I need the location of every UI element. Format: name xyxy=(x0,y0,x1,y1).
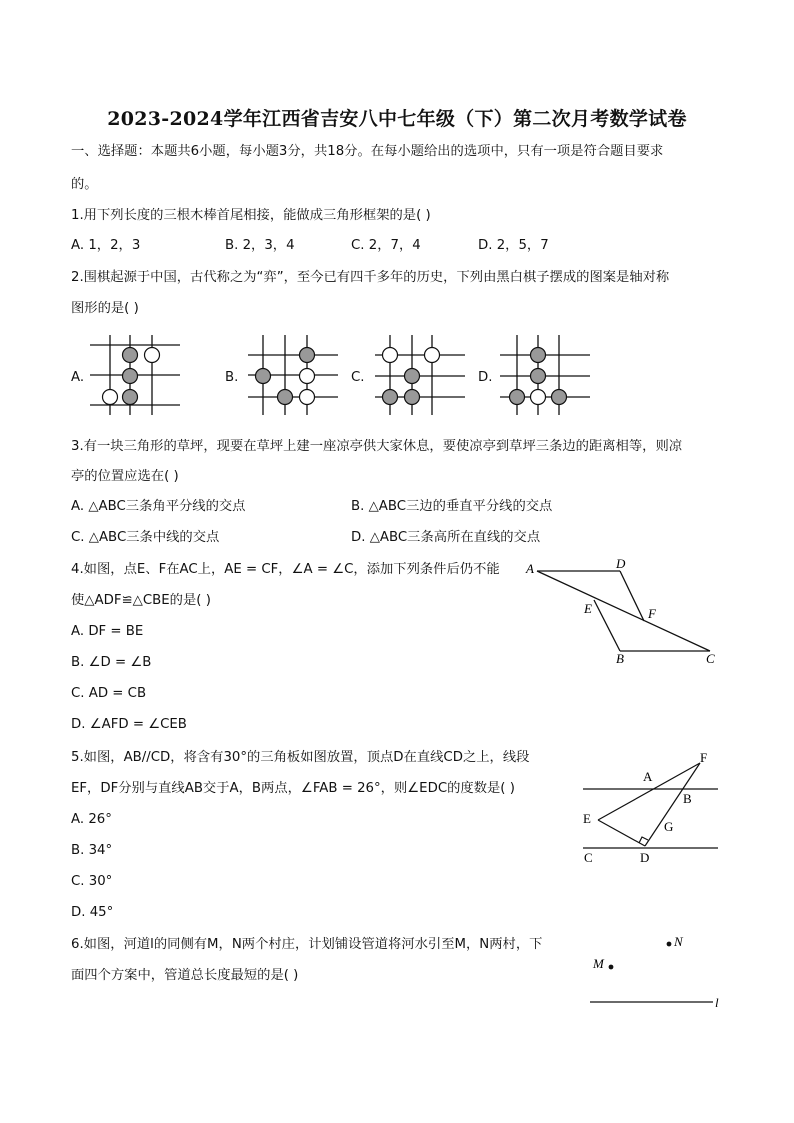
question-2-stem-line1: 2.围棋起源于中国，古代称之为“弈”，至今已有四千多年的历史，下列由黑白棋子摆成的图案是轴对称 xyxy=(71,270,670,285)
label-e: E xyxy=(583,811,591,826)
go-board-d[interactable] xyxy=(495,330,595,420)
label-c: C xyxy=(584,850,593,865)
label-n: N xyxy=(674,934,683,949)
stone-white xyxy=(425,348,440,363)
question-3-stem-line1: 3.有一块三角形的草坪，现要在草坪上建一座凉亭供大家休息，要使凉亭到草坪三条边的距离相等，则凉 xyxy=(71,439,683,454)
go-board-c[interactable] xyxy=(370,330,470,420)
stone-white xyxy=(103,390,118,405)
label-l: l xyxy=(715,995,719,1010)
point-n xyxy=(667,942,672,947)
go-board-a[interactable] xyxy=(85,330,185,420)
question-3-option-d[interactable]: D. △ABC三条高所在直线的交点 xyxy=(351,530,541,545)
section-heading: 一、选择题：本题共6小题，每小题3分，共18分。在每小题给出的选项中，只有一项是符合题目要求 xyxy=(71,144,664,159)
label-f: F xyxy=(648,606,656,621)
label-b: B xyxy=(616,651,624,666)
question-4-stem-line1: 4.如图，点E、F在AC上，AE = CF，∠A = ∠C，添加下列条件后仍不能 xyxy=(71,562,500,577)
question-3-option-b[interactable]: B. △ABC三边的垂直平分线的交点 xyxy=(351,499,553,514)
question-2-option-d[interactable]: D. xyxy=(478,370,493,385)
label-m: M xyxy=(593,956,604,971)
question-1-option-b[interactable]: B. 2，3，4 xyxy=(225,238,295,253)
page-title: 2023-2024学年江西省吉安八中七年级（下）第二次月考数学试卷 xyxy=(107,108,687,130)
question-1-option-d[interactable]: D. 2，5，7 xyxy=(478,238,549,253)
segment-ac xyxy=(537,571,710,651)
question-1-option-a[interactable]: A. 1，2，3 xyxy=(71,238,141,253)
question-6-figure xyxy=(585,930,730,1015)
question-5-stem-line1: 5.如图，AB//CD，将含有30°的三角板如图放置，顶点D在直线CD之上，线段 xyxy=(71,750,530,765)
stone-black xyxy=(531,348,546,363)
label-b: B xyxy=(683,791,692,806)
question-3-stem-line2: 亭的位置应选在( ) xyxy=(71,469,179,484)
stone-black xyxy=(123,390,138,405)
stone-white xyxy=(145,348,160,363)
stone-white xyxy=(383,348,398,363)
label-e: E xyxy=(584,601,592,616)
right-angle-mark xyxy=(639,837,648,843)
segment-ed xyxy=(598,820,645,846)
stone-black xyxy=(278,390,293,405)
question-4-option-a[interactable]: A. DF = BE xyxy=(71,624,144,639)
question-4-figure xyxy=(520,555,730,670)
question-5-option-d[interactable]: D. 45° xyxy=(71,905,114,920)
question-4-option-b[interactable]: B. ∠D = ∠B xyxy=(71,655,152,670)
question-2-stem-line2: 图形的是( ) xyxy=(71,301,139,316)
go-board-b[interactable] xyxy=(243,330,343,420)
stone-black xyxy=(552,390,567,405)
label-d: D xyxy=(616,556,626,571)
label-c: C xyxy=(706,651,715,666)
stone-white xyxy=(531,390,546,405)
stone-black xyxy=(405,369,420,384)
stone-white xyxy=(300,390,315,405)
question-4-option-c[interactable]: C. AD = CB xyxy=(71,686,147,701)
segment-df xyxy=(620,571,644,621)
question-5-figure xyxy=(578,750,723,870)
question-2-option-c[interactable]: C. xyxy=(351,370,365,385)
stone-black xyxy=(383,390,398,405)
question-5-option-b[interactable]: B. 34° xyxy=(71,843,113,858)
question-5-option-c[interactable]: C. 30° xyxy=(71,874,113,889)
label-d: D xyxy=(640,850,650,865)
section-heading-cont: 的。 xyxy=(71,177,98,192)
label-a: A xyxy=(643,769,653,784)
stone-black xyxy=(531,369,546,384)
question-4-option-d[interactable]: D. ∠AFD = ∠CEB xyxy=(71,717,187,732)
question-5-stem-line2: EF，DF分别与直线AB交于A，B两点，∠FAB = 26°，则∠EDC的度数是( ) xyxy=(71,781,515,796)
question-4-stem-line2: 使△ADF≌△CBE的是( ) xyxy=(71,593,211,608)
question-3-option-c[interactable]: C. △ABC三条中线的交点 xyxy=(71,530,220,545)
stone-black xyxy=(256,369,271,384)
stone-black xyxy=(300,348,315,363)
label-a: A xyxy=(526,561,534,576)
question-6-stem-line2: 面四个方案中，管道总长度最短的是( ) xyxy=(71,968,299,983)
question-6-stem-line1: 6.如图，河道l的同侧有M，N两个村庄，计划铺设管道将河水引至M，N两村，下 xyxy=(71,937,543,952)
stone-black xyxy=(510,390,525,405)
stone-black xyxy=(123,348,138,363)
question-1-option-c[interactable]: C. 2，7，4 xyxy=(351,238,421,253)
question-2-option-b[interactable]: B. xyxy=(225,370,239,385)
question-5-option-a[interactable]: A. 26° xyxy=(71,812,112,827)
stone-white xyxy=(300,369,315,384)
point-m xyxy=(609,965,614,970)
stone-black xyxy=(123,369,138,384)
stone-black xyxy=(405,390,420,405)
question-2-option-a[interactable]: A. xyxy=(71,370,85,385)
question-3-option-a[interactable]: A. △ABC三条角平分线的交点 xyxy=(71,499,246,514)
question-1-stem: 1.用下列长度的三根木棒首尾相接，能做成三角形框架的是( ) xyxy=(71,208,431,223)
label-g: G xyxy=(664,819,674,834)
label-f: F xyxy=(700,750,708,765)
